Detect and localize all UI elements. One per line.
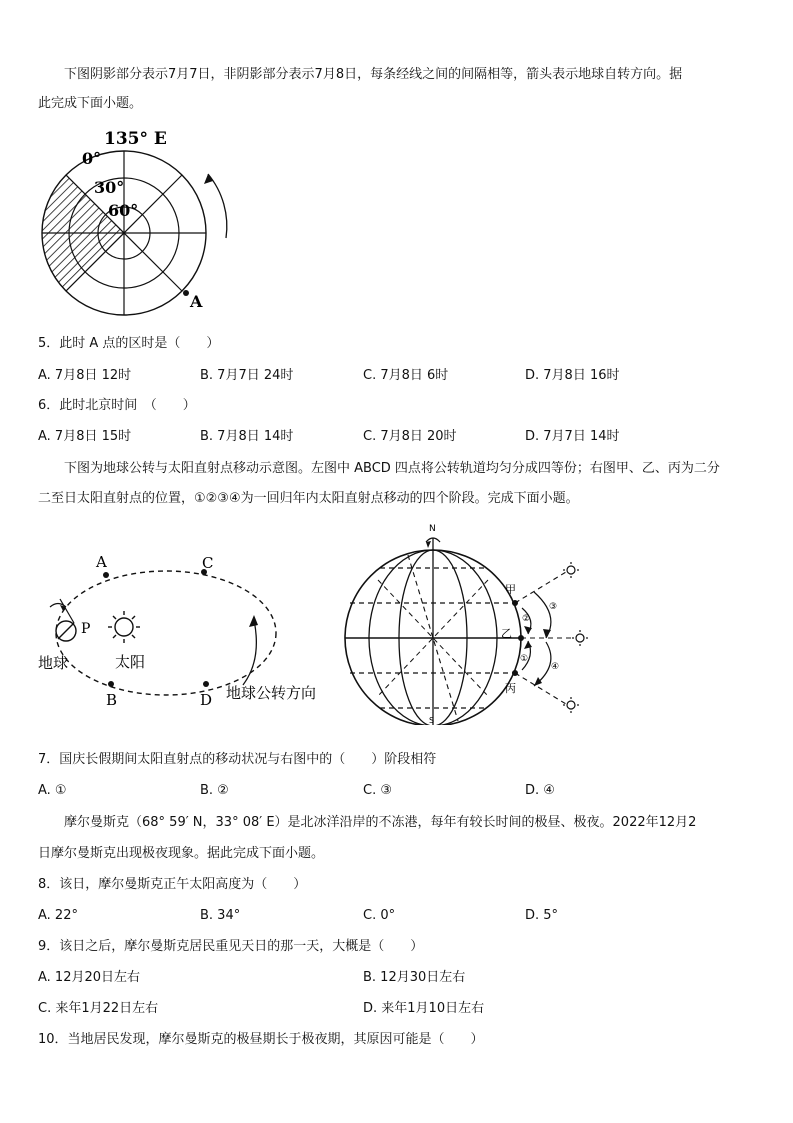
rotation-arrow: [208, 174, 227, 238]
q9-option-c[interactable]: C. 来年1月22日左右: [38, 1001, 159, 1016]
intro-1-line-2: 此完成下面小题。: [38, 96, 143, 111]
label-a: A: [190, 292, 203, 311]
rotation-arrowhead: [426, 541, 431, 548]
label-135e: 135° E: [104, 129, 167, 149]
q5-option-a[interactable]: A. 7月8日 12时: [38, 368, 132, 383]
q8-option-c[interactable]: C. 0°: [363, 908, 396, 923]
globe-figure: [338, 520, 598, 725]
intro-3-line-2: 日摩尔曼斯克出现极夜现象。据此完成下面小题。: [38, 846, 325, 861]
q10-stem: 10．当地居民发现，摩尔曼斯克的极昼期长于极夜期，其原因可能是（ ）: [38, 1032, 484, 1047]
q6-option-b[interactable]: B. 7月8日 14时: [200, 429, 294, 444]
intro-2-line-2: 二至日太阳直射点的位置，①②③④为一回归年内太阳直射点移动的四个阶段。完成下面小题。: [38, 491, 579, 506]
label-stage-4: ④: [551, 662, 560, 672]
label-south: S: [429, 716, 435, 725]
label-point-d: D: [200, 691, 213, 709]
point-b-dot: [108, 681, 114, 687]
q7-option-a[interactable]: A. ①: [38, 783, 67, 798]
q6-option-a[interactable]: A. 7月8日 15时: [38, 429, 132, 444]
label-yi: 乙: [501, 627, 512, 640]
q7-option-b[interactable]: B. ②: [200, 783, 229, 798]
small-sun-icon: [572, 630, 588, 646]
revolution-arrow: [243, 620, 256, 685]
q6-option-d[interactable]: D. 7月7日 14时: [525, 429, 620, 444]
label-60: 60°: [108, 201, 139, 220]
earth-axis: [58, 623, 74, 639]
label-point-c: C: [202, 554, 214, 572]
q8-option-b[interactable]: B. 34°: [200, 908, 241, 923]
sun-rays: [108, 611, 140, 643]
stage-4-arrow: [534, 642, 551, 686]
q8-option-a[interactable]: A. 22°: [38, 908, 78, 923]
q5-stem: 5．此时 A 点的区时是（ ）: [38, 336, 220, 351]
label-stage-3: ③: [549, 602, 558, 612]
point-d-dot: [203, 681, 209, 687]
q7-stem: 7．国庆长假期间太阳直射点的移动状况与右图中的（ ）阶段相符: [38, 752, 437, 767]
orbit-figure: [36, 545, 336, 715]
q8-option-d[interactable]: D. 5°: [525, 908, 559, 923]
label-direction: 地球公转方向: [226, 684, 317, 702]
sun-ray-line: [515, 673, 566, 704]
intro-2-line-1: 下图为地球公转与太阳直射点移动示意图。左图中 ABCD 四点将公转轨道均匀分成四等份；右图甲、乙、丙为二分: [64, 461, 720, 476]
label-point-b: B: [106, 691, 118, 709]
label-point-a: A: [96, 553, 107, 571]
intro-1-line-1: 下图阴影部分表示7月7日，非阴影部分表示7月8日，每条经线之间的间隔相等，箭头表示地球自转方向。据: [64, 67, 683, 82]
q9-stem: 9．该日之后，摩尔曼斯克居民重见天日的那一天，大概是（ ）: [38, 939, 424, 954]
sun-symbol: [115, 618, 133, 636]
small-sun-icon: [563, 697, 579, 713]
intro-3-line-1: 摩尔曼斯克（68° 59′ N，33° 08′ E）是北冰洋沿岸的不冻港，每年有较长时间的极昼、极夜。2022年12月2: [64, 815, 697, 830]
q5-option-c[interactable]: C. 7月8日 6时: [363, 368, 449, 383]
label-stage-2: ②: [522, 614, 531, 624]
q7-option-d[interactable]: D. ④: [525, 783, 555, 798]
q8-stem: 8．该日，摩尔曼斯克正午太阳高度为（ ）: [38, 877, 307, 892]
point-a-dot: [183, 290, 189, 296]
label-jia: 甲: [505, 583, 516, 596]
label-sun: 太阳: [115, 653, 146, 671]
label-stage-1: ①: [520, 654, 529, 664]
label-earth: 地球: [38, 654, 69, 672]
earth-axis-extension: [60, 599, 74, 623]
revolution-arrowhead: [249, 615, 258, 627]
label-north: N: [429, 524, 436, 534]
label-bing: 丙: [505, 682, 516, 695]
q9-option-b[interactable]: B. 12月30日左右: [363, 970, 466, 985]
q7-option-c[interactable]: C. ③: [363, 783, 392, 798]
q9-option-d[interactable]: D. 来年1月10日左右: [363, 1001, 485, 1016]
q5-option-d[interactable]: D. 7月8日 16时: [525, 368, 620, 383]
q5-option-b[interactable]: B. 7月7日 24时: [200, 368, 294, 383]
q9-option-a[interactable]: A. 12月20日左右: [38, 970, 141, 985]
q6-stem: 6．此时北京时间 （ ）: [38, 398, 196, 413]
polar-projection-figure: [36, 126, 236, 316]
point-a-dot: [103, 572, 109, 578]
label-point-p: P: [81, 621, 91, 637]
small-sun-icon: [563, 562, 579, 578]
label-0: 0°: [82, 149, 102, 168]
label-30: 30°: [94, 178, 125, 197]
q6-option-c[interactable]: C. 7月8日 20时: [363, 429, 457, 444]
